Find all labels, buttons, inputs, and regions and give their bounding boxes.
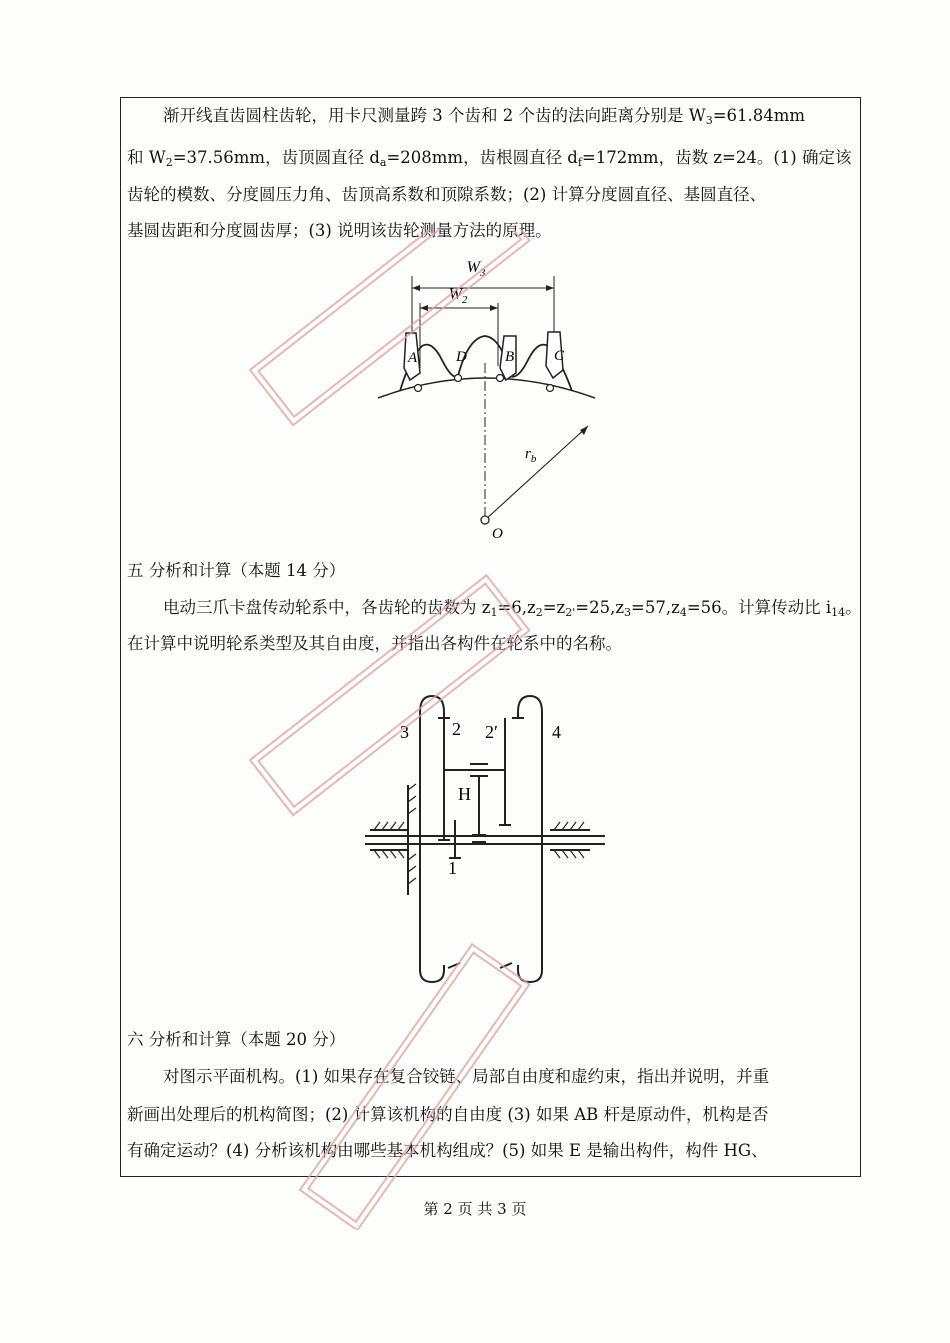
q6-heading: 六 分析和计算（本题 20 分） bbox=[127, 1030, 346, 1049]
gear-3-label: 3 bbox=[400, 722, 409, 742]
q5-line-1: 电动三爪卡盘传动轮系中，各齿轮的齿数为 $z_1=6,z_2=z_{2'}=25,z_3=57,z_4=56$。计算传动比 $i_{14}$。 bbox=[163, 598, 862, 619]
q6-line-2: 新画出处理后的机构简图；(2) 计算该机构的自由度 (3) 如果 AB 杆是原动件，机构是否 bbox=[127, 1105, 769, 1124]
gear-measurement-figure bbox=[360, 248, 610, 548]
point-c-label: C bbox=[554, 348, 565, 364]
point-d-label: D bbox=[456, 349, 467, 365]
gear-4-label: 4 bbox=[552, 722, 561, 742]
q6-line-1: 对图示平面机构。(1) 如果存在复合铰链、局部自由度和虚约束，指出并说明，并重 bbox=[163, 1067, 770, 1086]
svg-text:W3: $W_3$ bbox=[466, 259, 486, 279]
gear-1-label: 1 bbox=[448, 858, 457, 878]
center-o-label: O bbox=[492, 526, 503, 542]
rb-label: r bbox=[525, 446, 531, 462]
q4-line-4: 基圆齿距和分度圆齿厚；(3) 说明该齿轮测量方法的原理。 bbox=[127, 221, 552, 240]
gear-2-label: 2 bbox=[452, 719, 461, 739]
point-b-label: B bbox=[505, 349, 515, 365]
q6-line-3: 有确定运动？(4) 分析该机构由哪些基本机构组成？(5) 如果 E 是输出构件，构件 HG、 bbox=[127, 1141, 768, 1160]
svg-text:W2: $W_2$ bbox=[448, 286, 468, 306]
w2-label: W bbox=[448, 286, 462, 303]
page-footer: 第 2 页 共 3 页 bbox=[423, 1200, 527, 1218]
q4-line-3: 齿轮的模数、分度圆压力角、齿顶高系数和顶隙系数；(2) 计算分度圆直径、基圆直径、 bbox=[127, 185, 767, 204]
gear-2prime-label: 2′ bbox=[485, 722, 498, 742]
q4-line-2: 和 $W_2=37.56mm$，齿顶圆直径 $d_a=208mm$，齿根圆直径 $d_f=172mm$，齿数 z=24。(1) 确定该 bbox=[127, 148, 852, 169]
carrier-h-label: H bbox=[458, 784, 471, 804]
point-a-label: A bbox=[408, 350, 418, 366]
w3-label: W bbox=[466, 259, 480, 276]
q5-line-2: 在计算中说明轮系类型及其自由度，并指出各构件在轮系中的名称。 bbox=[127, 634, 622, 653]
q4-line-1: 渐开线直齿圆柱齿轮，用卡尺测量跨 3 个齿和 2 个齿的法向距离分别是 $W_3=61.84mm$ bbox=[163, 106, 806, 127]
svg-text:rb: $r_b$ bbox=[525, 446, 537, 465]
q5-heading: 五 分析和计算（本题 14 分） bbox=[127, 561, 346, 580]
gear-train-figure bbox=[360, 690, 610, 990]
